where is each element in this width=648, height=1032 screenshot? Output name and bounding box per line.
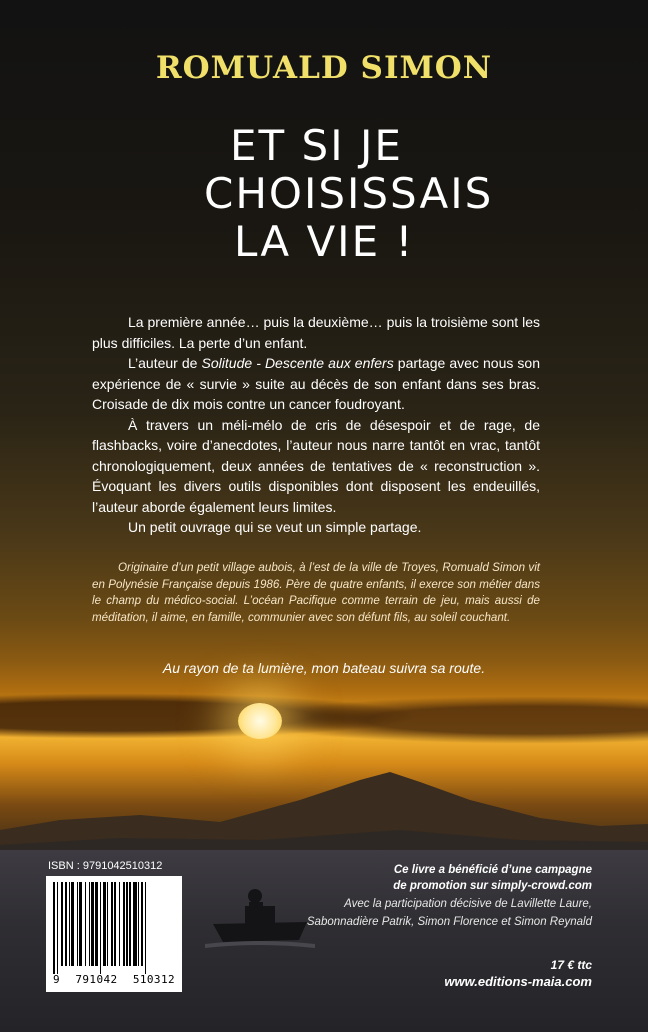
barcode-digit-group: 510312 (132, 973, 175, 986)
price: 17 € ttc (550, 958, 592, 972)
isbn-barcode (46, 876, 182, 992)
promo-line-2: de promotion sur simply-crowd.com (393, 880, 592, 892)
barcode-digit-group: 791042 (75, 973, 118, 986)
author-name: ROMUALD SIMON (155, 50, 493, 86)
isbn-label: ISBN : 9791042510312 (48, 860, 163, 872)
blurb-paragraph-4: Un petit ouvrage qui se veut un simple partage. (128, 519, 422, 535)
blurb-paragraph-2 (92, 353, 540, 415)
blurb-paragraph-3: À travers un méli-mélo de cris de désespoir et de rage, de flashbacks, voire d’anecdotes, l’auteur nous narre tantôt en vrac, tantôt chronologiquement, deux années de tentatives de « reconstruction ». Évoquant les divers outils disponibles dont disposent les endeuillés, l’auteur aborde également leurs limites. (92, 416, 540, 515)
sunset-clouds (0, 676, 648, 756)
blurb-paragraph-1: La première année… puis la deuxième… puis la troisième sont les plus difficiles. La perte d’un enfant. (92, 314, 540, 351)
promo-line-1: Ce livre a bénéficié d’une campagne (393, 864, 592, 876)
barcode-digits (53, 973, 175, 986)
barcode-bars (53, 882, 175, 972)
mountain-silhouette (0, 760, 648, 860)
sun-illustration (238, 703, 282, 739)
referenced-book-title: Solitude - Descente aux enfers (201, 355, 394, 371)
title-line-3: LA VIE ! (234, 217, 415, 266)
title-line-2: CHOISISSAIS (204, 169, 494, 218)
barcode-bar (146, 882, 147, 974)
barcode-digit-group: 9 (53, 973, 61, 986)
author-bio: Originaire d’un petit village aubois, à l’est de la ville de Troyes, Romuald Simon vit en Polynésie Française depuis 1986. Père de quatre enfants, il exerce son métier dans le champ du médico-social. L’océan Pacifique comme terrain de jeu, mais aussi de méditation, il aime, en famille, communier avec son défunt fils, au soleil couchant. (92, 561, 540, 624)
title-line-1: ET SI JE (230, 121, 403, 170)
blurb-text: L’auteur de (128, 355, 202, 371)
blurb-text: partage avec nous son expérience de « survie » suite au décès de son enfant dans ses bras. Croisade de dix mois contre un cancer foudroyant. (92, 355, 540, 412)
cover-quote: Au rayon de ta lumière, mon bateau suivra sa route. (162, 660, 486, 676)
publisher-info (272, 862, 592, 930)
book-blurb (92, 312, 540, 538)
credits-line-1: Avec la participation décisive de Lavillette Laure, (344, 898, 592, 910)
publisher-website: www.editions-maia.com (444, 974, 592, 989)
credits-line-2: Sabonnadière Patrik, Simon Florence et Simon Reynald (306, 916, 592, 928)
book-title (170, 121, 494, 266)
